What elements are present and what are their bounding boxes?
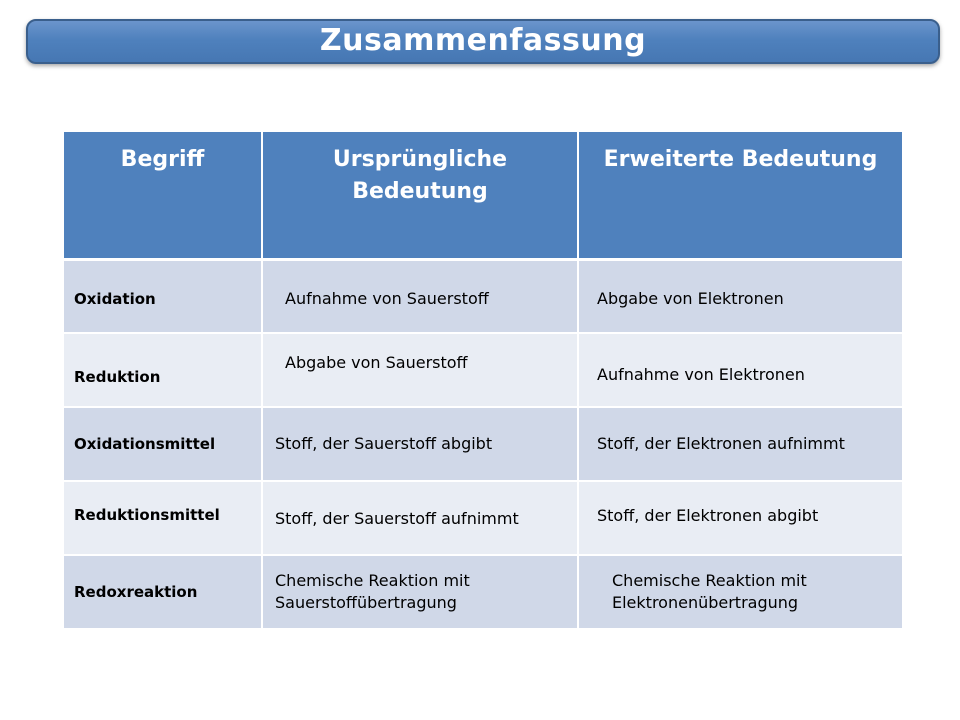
original-meaning-cell: Stoff, der Sauerstoff aufnimmt: [262, 481, 578, 555]
extended-meaning-cell: Chemische Reaktion mit Elektronenübertragung: [578, 555, 902, 629]
original-meaning-cell: Aufnahme von Sauerstoff: [262, 259, 578, 333]
extended-meaning-cell: Abgabe von Elektronen: [578, 259, 902, 333]
column-header-term: Begriff: [64, 132, 262, 259]
term-cell: Oxidation: [64, 259, 262, 333]
original-meaning-cell: Stoff, der Sauerstoff abgibt: [262, 407, 578, 481]
table-row: [64, 333, 902, 407]
title-bar: [26, 19, 940, 64]
column-header-extended: Erweiterte Bedeutung: [578, 132, 902, 259]
table-row: [64, 481, 902, 555]
original-meaning-cell: Chemische Reaktion mit Sauerstoffübertragung: [262, 555, 578, 629]
summary-table: [64, 132, 902, 630]
table-header-row: [64, 132, 902, 259]
column-header-original: Ursprüngliche Bedeutung: [262, 132, 578, 259]
term-cell: Redoxreaktion: [64, 555, 262, 629]
extended-meaning-cell: Stoff, der Elektronen abgibt: [578, 481, 902, 555]
extended-meaning-cell: Aufnahme von Elektronen: [578, 333, 902, 407]
term-cell: Reduktionsmittel: [64, 481, 262, 555]
term-cell: Oxidationsmittel: [64, 407, 262, 481]
original-meaning-cell: Abgabe von Sauerstoff: [262, 333, 578, 407]
table-row: [64, 407, 902, 481]
page-title: Zusammenfassung: [319, 23, 647, 58]
table-row: [64, 555, 902, 629]
extended-meaning-cell: Stoff, der Elektronen aufnimmt: [578, 407, 902, 481]
term-cell: Reduktion: [64, 333, 262, 407]
table-row: [64, 259, 902, 333]
